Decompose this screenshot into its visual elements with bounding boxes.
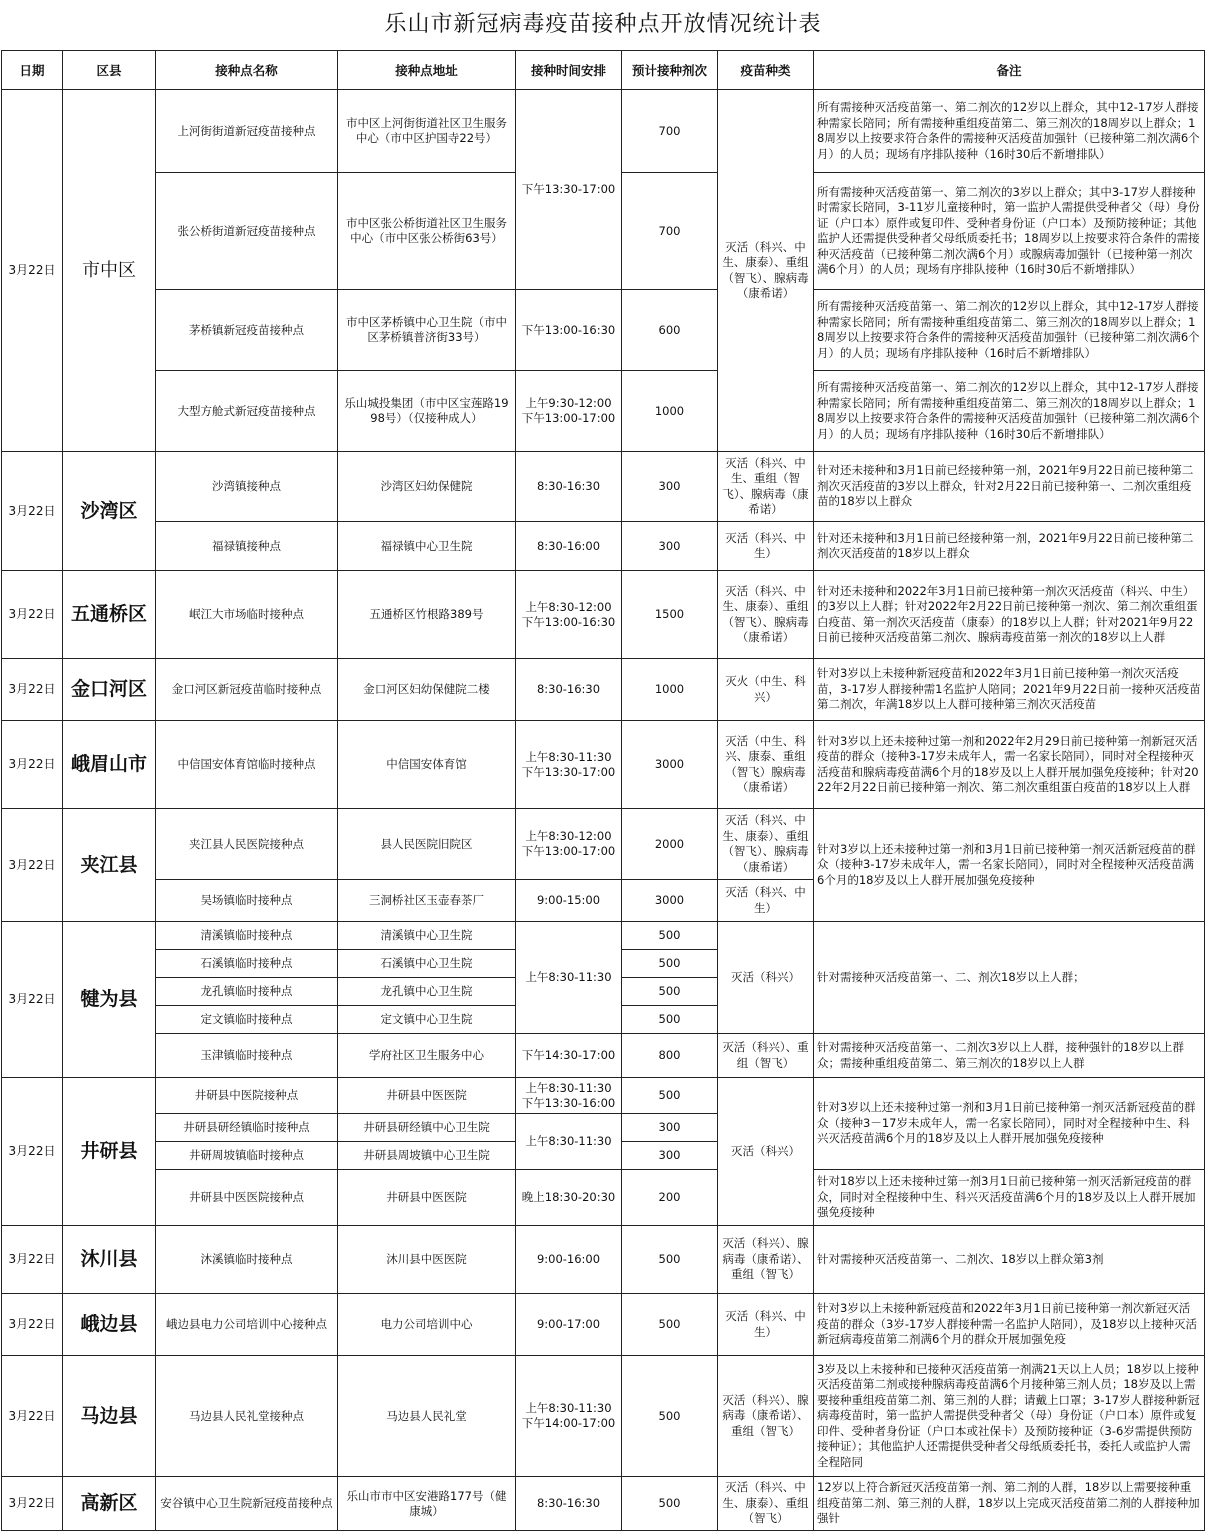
site-address: 井研县周坡镇中心卫生院 (338, 1142, 516, 1170)
dose-count: 500 (622, 922, 718, 950)
site-name: 井研周坡镇临时接种点 (156, 1142, 338, 1170)
site-address: 县人民医院旧院区 (338, 809, 516, 880)
dose-count: 2000 (622, 809, 718, 880)
site-name: 沙湾镇接种点 (156, 452, 338, 522)
site-name: 峨边县电力公司培训中心接种点 (156, 1294, 338, 1356)
vaccine-type: 灭活（科兴）、重组（智飞） (718, 1034, 814, 1078)
dose-count: 3000 (622, 721, 718, 809)
remark: 针对3岁以上未接种新冠疫苗和2022年3月1日前已接种第一剂次灭活疫苗，3-17岁人群接种需1名监护人陪同；2021年9月22日前一接种灭活疫苗第二剂次，年满18岁以上人群可接种第三剂次灭活疫苗 (814, 659, 1205, 721)
vaccine-type: 灭活（科兴） (718, 922, 814, 1034)
table-row (2, 809, 1205, 880)
remark: 针对还未接种和3月1日前已经接种第一剂，2021年9月22日前已接种第二剂次灭活疫苗的18岁以上群众 (814, 522, 1205, 571)
header-vaccine-type: 疫苗种类 (718, 51, 814, 90)
schedule: 8:30-16:30 (516, 1477, 622, 1531)
schedule: 上午8:30-12:00 下午13:00-17:00 (516, 809, 622, 880)
date-cell: 3月22日 (2, 571, 63, 659)
vaccine-type: 灭活（科兴、中生） (718, 522, 814, 571)
site-address: 清溪镇中心卫生院 (338, 922, 516, 950)
district-cell: 高新区 (63, 1477, 156, 1531)
table-row (2, 452, 1205, 522)
dose-count: 300 (622, 522, 718, 571)
dose-count: 1000 (622, 371, 718, 452)
site-name: 中信国安体育馆临时接种点 (156, 721, 338, 809)
site-name: 吴场镇临时接种点 (156, 880, 338, 922)
site-address: 马边县人民礼堂 (338, 1356, 516, 1477)
remark: 针对需接种灭活疫苗第一、二剂次、18岁以上群众第3剂 (814, 1226, 1205, 1294)
date-cell: 3月22日 (2, 721, 63, 809)
district-cell: 五通桥区 (63, 571, 156, 659)
site-address: 沐川县中医医院 (338, 1226, 516, 1294)
schedule: 下午14:30-17:00 (516, 1034, 622, 1078)
dose-count: 500 (622, 1356, 718, 1477)
dose-count: 500 (622, 1294, 718, 1356)
dose-count: 500 (622, 950, 718, 978)
site-name: 金口河区新冠疫苗临时接种点 (156, 659, 338, 721)
remark: 针对18岁以上还未接种过第一剂3月1日前已接种第一剂灭活新冠疫苗的群众，同时对全程接种中生、科兴灭活疫苗满6个月的18岁及以上人群开展加强免疫接种 (814, 1170, 1205, 1226)
site-address: 井研县中医医院 (338, 1170, 516, 1226)
dose-count: 1000 (622, 659, 718, 721)
vaccine-type: 灭活（科兴）、腺病毒（康希诺）、重组（智飞） (718, 1226, 814, 1294)
date-cell: 3月22日 (2, 1078, 63, 1226)
table-row (2, 721, 1205, 809)
district-cell: 市中区 (63, 90, 156, 452)
site-name: 玉津镇临时接种点 (156, 1034, 338, 1078)
dose-count: 600 (622, 290, 718, 371)
dose-count: 500 (622, 1006, 718, 1034)
date-cell: 3月22日 (2, 922, 63, 1078)
header-remarks: 备注 (814, 51, 1205, 90)
dose-count: 300 (622, 1114, 718, 1142)
schedule: 下午13:30-17:00 (516, 90, 622, 290)
vaccination-table (1, 50, 1205, 1531)
dose-count: 300 (622, 1142, 718, 1170)
site-name: 福禄镇接种点 (156, 522, 338, 571)
district-cell: 夹江县 (63, 809, 156, 922)
table-row (2, 1226, 1205, 1294)
district-cell: 犍为县 (63, 922, 156, 1078)
remark: 所有需接种灭活疫苗第一、第二剂次的3岁以上群众；其中3-17岁人群接种时需家长陪同，3-11岁儿童接种时，第一监护人需提供受种者父（母）身份证（户口本）原件或复印件、受种者身份证（户口本）及预防接种证；其他监护人还需提供受种者父母纸质委托书；18周岁以上按要求符合条件的需接种灭活疫苗（已接种第二剂次满6个月）或腺病毒加强针（已接种第一剂次满6个月）的人员；现场有序排队接种（16时30后不新增排队） (814, 173, 1205, 290)
table-row (2, 922, 1205, 950)
site-address: 市中区茅桥镇中心卫生院（市中区茅桥镇普济街33号） (338, 290, 516, 371)
header-site-name: 接种点名称 (156, 51, 338, 90)
header-schedule: 接种时间安排 (516, 51, 622, 90)
remark: 所有需接种灭活疫苗第一、第二剂次的12岁以上群众，其中12-17岁人群接种需家长陪同；所有需接种重组疫苗第二、第三剂次的18周岁以上群众；18周岁以上按要求符合条件的需接种灭活疫苗加强针（已接种第二剂次满6个月）的人员；现场有序排队接种（16时后不新增排队） (814, 290, 1205, 371)
dose-count: 500 (622, 1078, 718, 1114)
date-cell: 3月22日 (2, 1294, 63, 1356)
dose-count: 500 (622, 978, 718, 1006)
site-name: 龙孔镇临时接种点 (156, 978, 338, 1006)
remark: 所有需接种灭活疫苗第一、第二剂次的12岁以上群众，其中12-17岁人群接种需家长陪同；所有需接种重组疫苗第二、第三剂次的18周岁以上群众；18周岁以上按要求符合条件的需接种灭活疫苗加强针（已接种第二剂次满6个月）的人员；现场有序排队接种（16时30后不新增排队） (814, 371, 1205, 452)
vaccine-type: 灭活（科兴、中生） (718, 880, 814, 922)
header-expected-doses: 预计接种剂次 (622, 51, 718, 90)
site-name: 茅桥镇新冠疫苗接种点 (156, 290, 338, 371)
dose-count: 700 (622, 90, 718, 173)
date-cell: 3月22日 (2, 90, 63, 452)
remark: 3岁及以上未接种和已接种灭活疫苗第一剂满21天以上人员；18岁以上接种灭活疫苗第二剂或接种腺病毒疫苗满6个月接种第三剂人员；18岁及以上需要接种重组疫苗第二剂、第三剂的人群；请戴上口罩；3-17岁人群接种新冠病毒疫苗时，第一监护人需提供受种者父（母）身份证（户口本）原件或复印件、受种者身份证（户口本或社保卡）及预防接种证（3-6岁需提供预防接种证）；其他监护人还需提供受种者父母纸质委托书，委托人或监护人需全程陪同 (814, 1356, 1205, 1477)
vaccine-type: 灭活（科兴） (718, 1078, 814, 1226)
district-cell: 金口河区 (63, 659, 156, 721)
table-row (2, 1356, 1205, 1477)
schedule: 8:30-16:00 (516, 522, 622, 571)
vaccine-type: 灭活（科兴、中生） (718, 1294, 814, 1356)
remark: 针对需接种灭活疫苗第一、二、剂次18岁以上人群； (814, 922, 1205, 1034)
schedule: 下午13:00-16:30 (516, 290, 622, 371)
site-address: 乐山城投集团（市中区宝莲路1998号）（仅接种成人） (338, 371, 516, 452)
schedule: 8:30-16:30 (516, 452, 622, 522)
schedule: 上午8:30-11:30 下午13:30-16:00 (516, 1078, 622, 1114)
site-address: 三洞桥社区玉壶春茶厂 (338, 880, 516, 922)
site-address: 乐山市市中区安港路177号（健康城） (338, 1477, 516, 1531)
table-row (2, 90, 1205, 173)
remark: 针对3岁以上还未接种过第一剂和3月1日前已接种第一剂灭活新冠疫苗的群众（接种3－17岁未成年人，需一名家长陪同），同时对全程接种中生、科兴灭活疫苗满6个月的18岁及以上人群开展加强免疫接种 (814, 1078, 1205, 1170)
header-date: 日期 (2, 51, 63, 90)
district-cell: 峨眉山市 (63, 721, 156, 809)
vaccine-type: 灭活（科兴、中生、康泰）、重组（智飞）、腺病毒（康希诺） (718, 90, 814, 452)
header-district: 区县 (63, 51, 156, 90)
date-cell: 3月22日 (2, 452, 63, 571)
district-cell: 井研县 (63, 1078, 156, 1226)
schedule: 上午9:30-12:00 下午13:00-17:00 (516, 371, 622, 452)
schedule: 9:00-17:00 (516, 1294, 622, 1356)
table-row (2, 371, 1205, 452)
date-cell: 3月22日 (2, 1356, 63, 1477)
district-cell: 沐川县 (63, 1226, 156, 1294)
site-address: 福禄镇中心卫生院 (338, 522, 516, 571)
schedule: 9:00-16:00 (516, 1226, 622, 1294)
dose-count: 800 (622, 1034, 718, 1078)
schedule: 9:00-15:00 (516, 880, 622, 922)
site-address: 学府社区卫生服务中心 (338, 1034, 516, 1078)
site-address: 沙湾区妇幼保健院 (338, 452, 516, 522)
dose-count: 700 (622, 173, 718, 290)
schedule: 晚上18:30-20:30 (516, 1170, 622, 1226)
remark: 针对还未接种和2022年3月1日前已接种第一剂次灭活疫苗（科兴、中生）的3岁以上人群；针对2022年2月22日前已接种第一剂次、第二剂次重组蛋白疫苗、第一剂次灭活疫苗（康泰）的18岁以上人群；针对2021年9月22日前已接种灭活疫苗第二剂次、腺病毒疫苗第一剂次的18岁以上人群 (814, 571, 1205, 659)
site-name: 井研县中医医院接种点 (156, 1170, 338, 1226)
site-name: 井研县研经镇临时接种点 (156, 1114, 338, 1142)
table-row (2, 290, 1205, 371)
date-cell: 3月22日 (2, 1477, 63, 1531)
table-row (2, 659, 1205, 721)
district-cell: 马边县 (63, 1356, 156, 1477)
table-row (2, 1170, 1205, 1226)
site-name: 沐溪镇临时接种点 (156, 1226, 338, 1294)
schedule: 上午8:30-11:30 (516, 922, 622, 1034)
site-name: 清溪镇临时接种点 (156, 922, 338, 950)
vaccine-type: 灭火（中生、科兴） (718, 659, 814, 721)
site-address: 井研县中医医院 (338, 1078, 516, 1114)
table-row (2, 1034, 1205, 1078)
dose-count: 3000 (622, 880, 718, 922)
dose-count: 1500 (622, 571, 718, 659)
schedule: 8:30-16:30 (516, 659, 622, 721)
site-address: 五通桥区竹根路389号 (338, 571, 516, 659)
vaccine-type: 灭活（科兴）、腺病毒（康希诺）、重组（智飞） (718, 1356, 814, 1477)
site-name: 上河街街道新冠疫苗接种点 (156, 90, 338, 173)
table-row (2, 571, 1205, 659)
site-name: 马边县人民礼堂接种点 (156, 1356, 338, 1477)
site-name: 张公桥街道新冠疫苗接种点 (156, 173, 338, 290)
header-row (2, 51, 1205, 90)
vaccine-type: 灭活（科兴、中生、重组（智飞）、腺病毒（康希诺） (718, 452, 814, 522)
remark: 针对3岁以上还未接种过第一剂和3月1日前已接种第一剂灭活新冠疫苗的群众（接种3-17岁未成年人，需一名家长陪同），同时对全程接种灭活疫苗满6个月的18岁及以上人群开展加强免疫接种 (814, 809, 1205, 922)
table-row (2, 522, 1205, 571)
dose-count: 500 (622, 1477, 718, 1531)
site-address: 定文镇中心卫生院 (338, 1006, 516, 1034)
schedule: 上午8:30-11:30 下午14:00-17:00 (516, 1356, 622, 1477)
site-name: 石溪镇临时接种点 (156, 950, 338, 978)
header-site-address: 接种点地址 (338, 51, 516, 90)
schedule: 上午8:30-12:00 下午13:00-16:30 (516, 571, 622, 659)
remark: 针对还未接种和3月1日前已经接种第一剂，2021年9月22日前已接种第二剂次灭活疫苗的3岁以上群众，针对2月22日前已接种第一、二剂次重组疫苗的18岁以上群众 (814, 452, 1205, 522)
site-name: 夹江县人民医院接种点 (156, 809, 338, 880)
remark: 针对3岁以上未接种新冠疫苗和2022年3月1日前已接种第一剂次新冠灭活疫苗的群众（3岁-17岁人群接种需一名监护人陪同），及18岁以上接种灭活新冠病毒疫苗第二剂满6个月的群众开展加强免疫 (814, 1294, 1205, 1356)
site-name: 定文镇临时接种点 (156, 1006, 338, 1034)
vaccine-type: 灭活（科兴、中生、康泰）、重组（智飞）、腺病毒（康希诺） (718, 571, 814, 659)
schedule: 上午8:30-11:30 (516, 1114, 622, 1170)
remark: 所有需接种灭活疫苗第一、第二剂次的12岁以上群众，其中12-17岁人群接种需家长陪同；所有需接种重组疫苗第二、第三剂次的18周岁以上群众；18周岁以上按要求符合条件的需接种灭活疫苗加强针（已接种第二剂次满6个月）的人员；现场有序排队接种（16时30后不新增排队） (814, 90, 1205, 173)
site-name: 岷江大市场临时接种点 (156, 571, 338, 659)
remark: 针对3岁以上还未接种过第一剂和2022年2月29日前已接种第一剂新冠灭活疫苗的群众（接种3-17岁未成年人，需一名家长陪同），同时对全程接种灭活疫苗和腺病毒疫苗满6个月的18岁及以上人群开展加强免疫接种；针对2022年2月22日前已接种第一剂次、第二剂次重组蛋白疫苗的18岁以上人群 (814, 721, 1205, 809)
site-address: 中信国安体育馆 (338, 721, 516, 809)
date-cell: 3月22日 (2, 659, 63, 721)
site-address: 金口河区妇幼保健院二楼 (338, 659, 516, 721)
site-address: 市中区上河街街道社区卫生服务中心（市中区护国寺22号） (338, 90, 516, 173)
table-row (2, 1078, 1205, 1114)
date-cell: 3月22日 (2, 1226, 63, 1294)
table-row (2, 1477, 1205, 1531)
site-name: 大型方舱式新冠疫苗接种点 (156, 371, 338, 452)
schedule: 上午8:30-11:30 下午13:30-17:00 (516, 721, 622, 809)
dose-count: 300 (622, 452, 718, 522)
site-address: 市中区张公桥街道社区卫生服务中心（市中区张公桥街63号） (338, 173, 516, 290)
remark: 12岁以上符合新冠灭活疫苗第一剂、第二剂的人群，18岁以上需要接种重组疫苗第二剂、第三剂的人群，18岁以上完成灭活疫苗第二剂的人群接种加强针 (814, 1477, 1205, 1531)
district-cell: 峨边县 (63, 1294, 156, 1356)
page-title: 乐山市新冠病毒疫苗接种点开放情况统计表 (384, 12, 822, 37)
site-address: 龙孔镇中心卫生院 (338, 978, 516, 1006)
dose-count: 500 (622, 1226, 718, 1294)
date-cell: 3月22日 (2, 809, 63, 922)
site-name: 安谷镇中心卫生院新冠疫苗接种点 (156, 1477, 338, 1531)
vaccine-type: 灭活（科兴、中生、康泰）、重组（智飞）、腺病毒（康希诺） (718, 809, 814, 880)
site-address: 井研县研经镇中心卫生院 (338, 1114, 516, 1142)
dose-count: 200 (622, 1170, 718, 1226)
site-address: 石溪镇中心卫生院 (338, 950, 516, 978)
table-row (2, 1294, 1205, 1356)
vaccine-type: 灭活（科兴、中生、康泰）、重组（智飞） (718, 1477, 814, 1531)
site-address: 电力公司培训中心 (338, 1294, 516, 1356)
vaccine-type: 灭活（中生、科兴、康泰、重组（智飞）腺病毒（康希诺） (718, 721, 814, 809)
site-name: 井研县中医院接种点 (156, 1078, 338, 1114)
district-cell: 沙湾区 (63, 452, 156, 571)
remark: 针对需接种灭活疫苗第一、二剂次3岁以上人群，接种强针的18岁以上群众；需接种重组疫苗第二、第三剂次的18岁以上人群 (814, 1034, 1205, 1078)
